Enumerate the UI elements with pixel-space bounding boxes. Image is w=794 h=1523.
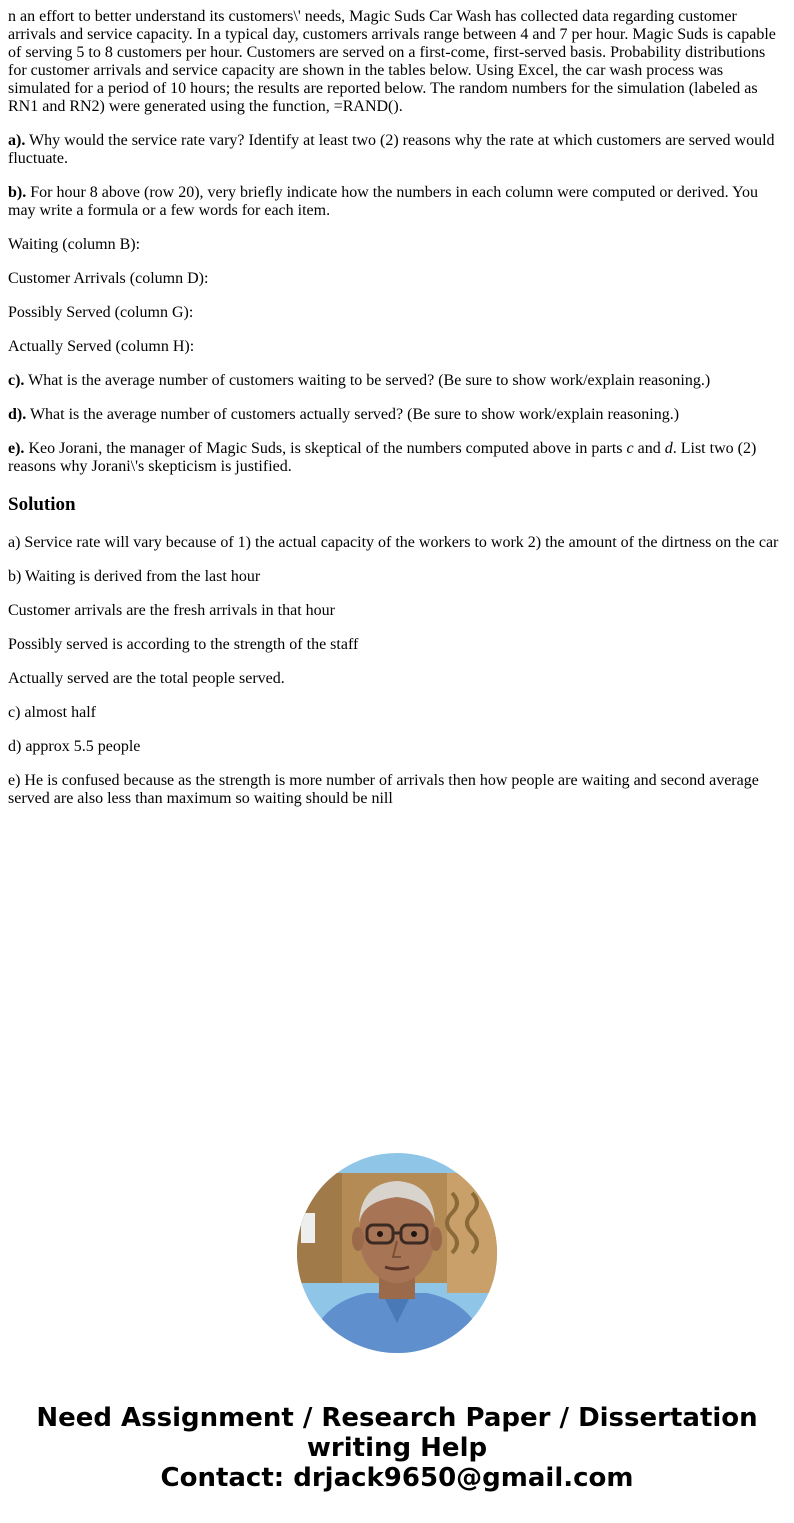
part-b-label: b). [8, 184, 27, 201]
question-intro: n an effort to better understand its customers\' needs, Magic Suds Car Wash has collected data regarding customer arrivals and service capacity. In a typical day, customers arrivals range between 4 and 7 per hour. Magic Suds is capable of serving 5 to 8 customers per hour. Customers are served on a first-come, first-served basis. Probability distributions for customer arrivals and service capacity are shown in the tables below. Using Excel, the car wash process was simulated for a period of 10 hours; the results are reported below. The random numbers for the simulation (labeled as RN1 and RN2) were generated using the function, =RAND(). [8, 8, 776, 115]
answer-b-actually-served: Actually served are the total people served. [8, 670, 285, 687]
arrivals-column-line: Customer Arrivals (column D): [8, 270, 209, 287]
footer-line-1: Need Assignment / Research Paper / Dissertation [36, 1403, 758, 1433]
question-part-c [8, 372, 786, 390]
answer-e: e) He is confused because as the strength is more number of arrivals then how people are waiting and second average served are also less than maximum so waiting should be nill [8, 772, 759, 807]
footer-contact: Contact: drjack9650@gmail.com [160, 1463, 634, 1493]
footer-line-2: writing Help [306, 1433, 488, 1463]
part-c-label: c). [8, 372, 25, 389]
answer-b-waiting: b) Waiting is derived from the last hour [8, 568, 261, 585]
possibly-served-column-line: Possibly Served (column G): [8, 304, 194, 321]
part-e-text-3: . List two (2) reasons why Jorani\'s skepticism is justified. [8, 440, 757, 475]
part-e-label: e). [8, 440, 25, 457]
part-e-ref-c: c [626, 440, 634, 457]
part-d-label: d). [8, 406, 27, 423]
part-a-label: a). [8, 132, 26, 149]
part-e-text-1: Keo Jorani, the manager of Magic Suds, is skeptical of the numbers computed above in parts [24, 440, 627, 457]
waiting-column-line: Waiting (column B): [8, 236, 141, 253]
author-portrait-image [297, 1153, 497, 1353]
part-e-ref-d: d [664, 440, 673, 457]
answer-d: d) approx 5.5 people [8, 738, 141, 755]
actually-served-column-line: Actually Served (column H): [8, 338, 195, 355]
part-e-text-2: and [633, 440, 665, 457]
question-part-a [8, 132, 786, 168]
document-body [8, 8, 786, 824]
answer-a: a) Service rate will vary because of 1) the actual capacity of the workers to work 2) the amount of the dirtness on the car [8, 534, 779, 551]
solution-heading: Solution [8, 494, 76, 515]
answer-b-arrivals: Customer arrivals are the fresh arrivals in that hour [8, 602, 335, 619]
footer-banner [0, 1403, 794, 1493]
answer-c: c) almost half [8, 704, 96, 721]
question-part-d [8, 406, 786, 424]
part-c-text: What is the average number of customers waiting to be served? (Be sure to show work/explain reasoning.) [24, 372, 711, 389]
part-b-text: For hour 8 above (row 20), very briefly indicate how the numbers in each column were computed or derived. You may write a formula or a few words for each item. [8, 184, 759, 219]
answer-b-possibly-served: Possibly served is according to the strength of the staff [8, 636, 359, 653]
question-part-b [8, 184, 786, 220]
author-avatar [297, 1153, 497, 1353]
part-d-text: What is the average number of customers actually served? (Be sure to show work/explain reasoning.) [26, 406, 680, 423]
question-part-e [8, 440, 786, 476]
part-a-text: Why would the service rate vary? Identify at least two (2) reasons why the rate at which customers are served would fluctuate. [8, 132, 775, 167]
